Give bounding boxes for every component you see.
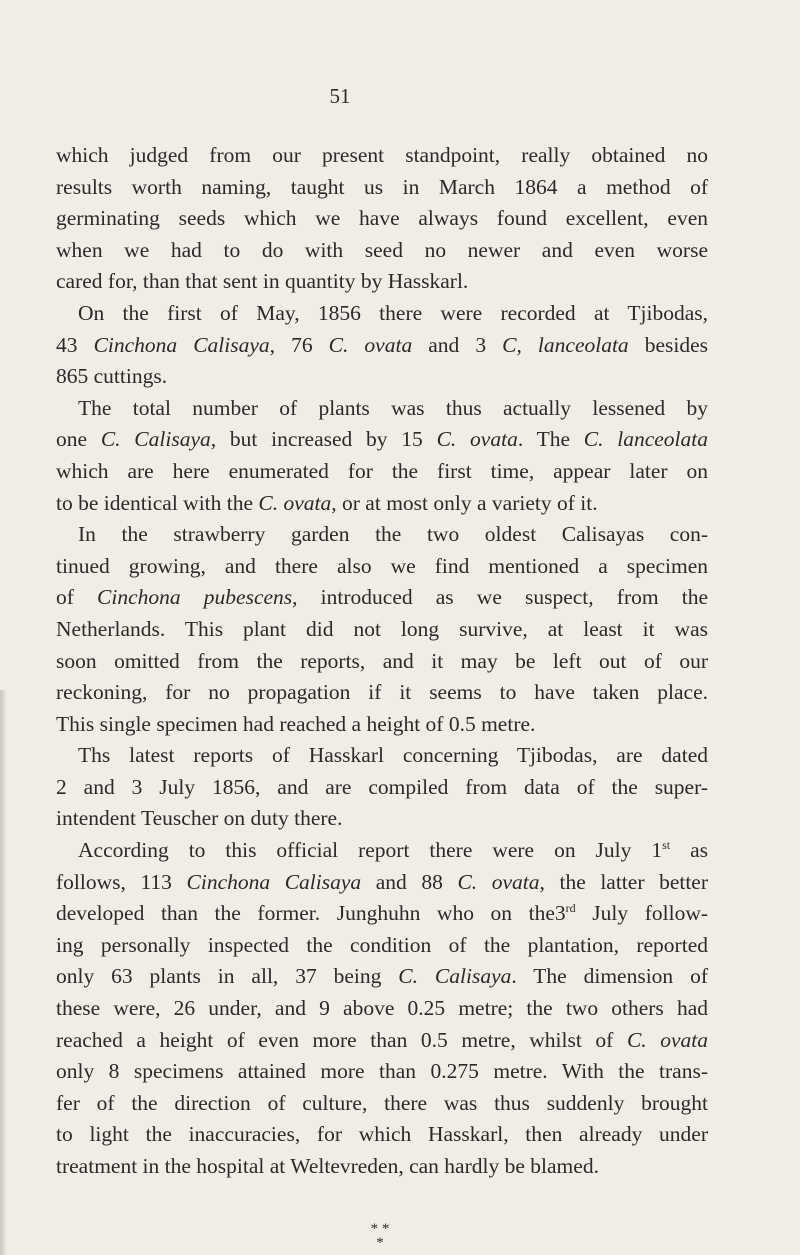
text-run: , but increased by 15: [210, 427, 437, 452]
text-line: [56, 740, 708, 772]
text-line: [56, 203, 708, 235]
text-run: ing personally inspected the condition of the plantation, reported: [56, 932, 708, 957]
italic-term: C. Calisaya: [398, 964, 512, 989]
italic-term: C. ovata: [258, 490, 332, 515]
text-run: and 3: [412, 332, 503, 357]
text-line: [56, 993, 708, 1025]
text-run: to light the inaccuracies, for which Hasskarl, then already under: [56, 1122, 708, 1147]
text-run: Netherlands. This plant did not long survive, at least it was: [56, 616, 708, 641]
text-run: of: [56, 585, 98, 610]
text-run: , introduced as we suspect, from the: [292, 585, 708, 610]
text-run: treatment in the hospital at Weltevreden, can hardly be blamed.: [56, 1154, 599, 1178]
text-line: [56, 1025, 708, 1057]
separator-stars-top: * *: [370, 1221, 390, 1237]
text-run: Ths latest reports of Hasskarl concerning Tjibodas, are dated: [78, 743, 708, 768]
text-line: [56, 1151, 708, 1183]
italic-term: Cinchona pubescens: [97, 585, 293, 610]
text-run: , or at most only a variety of it.: [331, 490, 598, 515]
italic-term: C. ovata: [626, 1027, 709, 1052]
text-line: [56, 330, 708, 362]
text-run: follows, 113: [56, 869, 187, 894]
text-line: [56, 551, 708, 583]
text-run: . The: [517, 427, 584, 452]
text-line: [56, 582, 708, 614]
text-run: . The dimension of: [511, 964, 708, 989]
text-run: and 88: [361, 869, 458, 894]
body-text: [56, 140, 708, 1183]
text-run: In the strawberry garden the two oldest Calisayas con-: [78, 522, 708, 547]
italic-term: C. ovata: [457, 869, 540, 894]
text-line: [56, 1119, 708, 1151]
text-run: only 8 specimens attained more than 0.275 metre. With the trans-: [56, 1059, 708, 1084]
text-line: [56, 930, 708, 962]
text-run: , the latter better: [539, 869, 709, 894]
text-line: [56, 1056, 708, 1088]
section-separator: [0, 1222, 760, 1250]
italic-term: C. lanceolata: [583, 427, 708, 452]
text-run: reckoning, for no propagation if it seems to have taken place.: [56, 680, 708, 705]
text-run: , 76: [269, 332, 329, 357]
separator-stars-bottom: *: [376, 1235, 384, 1251]
text-run: besides: [628, 332, 709, 357]
text-run: to be identical with the: [56, 490, 259, 515]
text-run: On the first of May, 1856 there were recorded at Tjibodas,: [78, 300, 708, 325]
page-number: 51: [329, 84, 351, 108]
italic-term: C, lanceolata: [502, 332, 629, 357]
italic-term: Cinchona Calisaya: [93, 332, 270, 357]
text-line: [56, 424, 708, 456]
text-line: [56, 456, 708, 488]
text-run: According to this official report there were on July 1: [78, 838, 663, 863]
text-line: [56, 519, 708, 551]
text-line: [56, 1088, 708, 1120]
text-line: [56, 393, 708, 425]
italic-term: Cinchona Calisaya: [186, 869, 362, 894]
text-run: 43: [56, 332, 94, 357]
text-run: July follow-: [575, 901, 708, 926]
text-run: as: [670, 838, 708, 863]
text-run: fer of the direction of culture, there was thus suddenly brought: [56, 1090, 708, 1115]
text-line: [56, 235, 708, 267]
italic-term: C. Calisaya: [100, 427, 211, 452]
text-line: [56, 172, 708, 204]
text-run: cared for, than that sent in quantity by Hasskarl.: [56, 269, 469, 294]
text-line: [56, 266, 708, 298]
text-run: when we had to do with seed no newer and even worse: [56, 237, 708, 262]
text-line: [56, 803, 708, 835]
text-run: germinating seeds which we have always found excellent, even: [56, 206, 708, 231]
text-run: 865 cuttings.: [56, 364, 168, 389]
text-run: soon omitted from the reports, and it may be left out of our: [56, 648, 708, 673]
italic-term: C. ovata: [328, 332, 413, 357]
text-line: [56, 140, 708, 172]
italic-term: C. ovata: [436, 427, 518, 452]
text-line: [56, 961, 708, 993]
text-line: [56, 298, 708, 330]
text-run: which judged from our present standpoint, really obtained no: [56, 143, 708, 167]
text-run: these were, 26 under, and 9 above 0.25 metre; the two others had: [56, 996, 708, 1021]
text-line: [56, 898, 708, 930]
text-line: [56, 488, 708, 520]
text-line: [56, 772, 708, 804]
text-line: [56, 677, 708, 709]
text-line: [56, 646, 708, 678]
text-run: one: [56, 427, 101, 452]
text-line: [56, 709, 708, 741]
text-line: [56, 835, 708, 867]
ordinal-suffix: st: [662, 838, 671, 853]
text-run: reached a height of even more than 0.5 metre, whilst of: [56, 1027, 627, 1052]
text-run: This single specimen had reached a height of 0.5 metre.: [56, 711, 536, 736]
text-run: which are here enumerated for the first time, appear later on: [56, 458, 708, 483]
text-run: only 63 plants in all, 37 being: [56, 964, 399, 989]
page-edge-shadow: [0, 690, 6, 1255]
text-line: [56, 867, 708, 899]
text-run: 2 and 3 July 1856, and are compiled from data of the super-: [56, 774, 708, 799]
text-run: results worth naming, taught us in March 1864 a method of: [56, 174, 708, 199]
text-line: [56, 614, 708, 646]
text-run: The total number of plants was thus actually lessened by: [78, 395, 708, 420]
text-run: developed than the former. Junghuhn who on the3: [56, 901, 566, 926]
ordinal-suffix: rd: [565, 901, 576, 916]
text-line: [56, 361, 708, 393]
text-run: tinued growing, and there also we find mentioned a specimen: [56, 553, 708, 578]
text-run: intendent Teuscher on duty there.: [56, 806, 343, 831]
